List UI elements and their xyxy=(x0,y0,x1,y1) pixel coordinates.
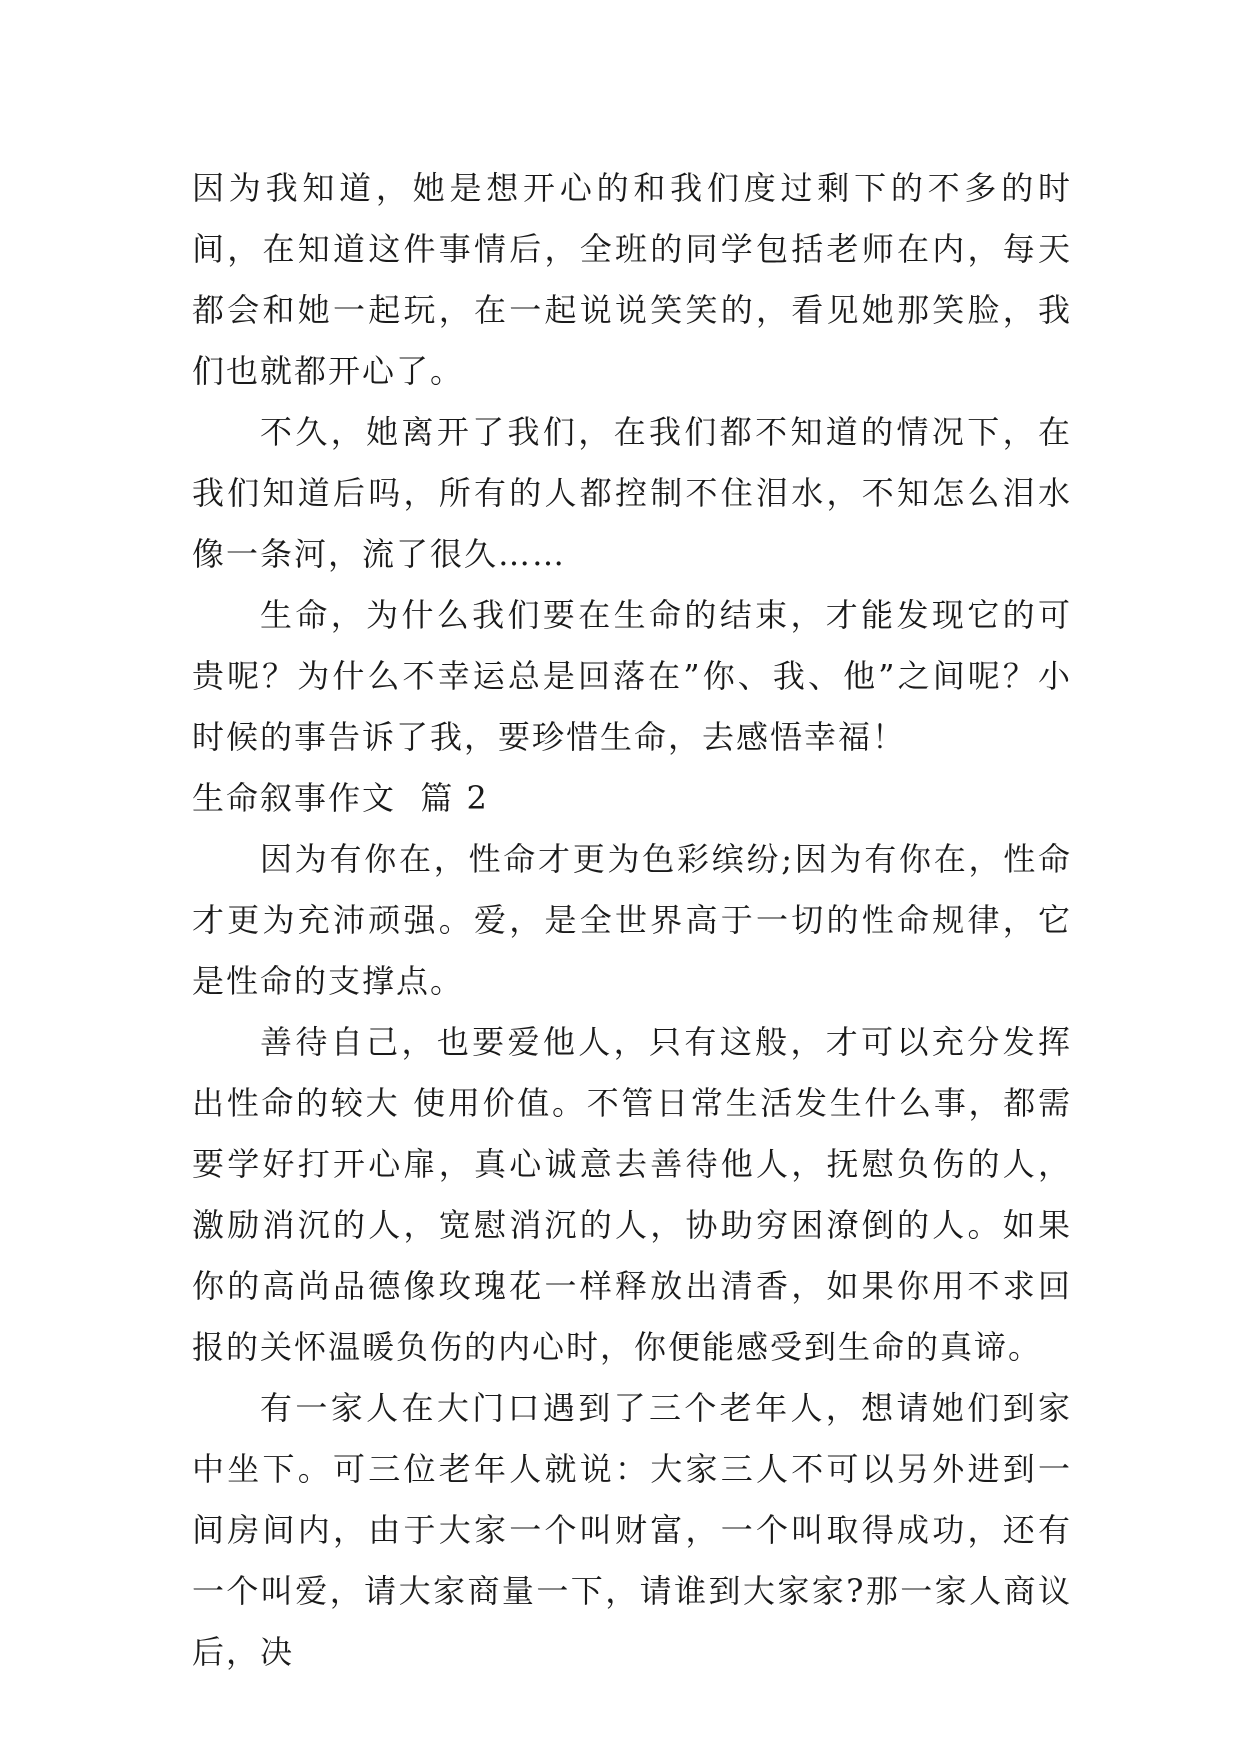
section-heading: 生命叙事作文 篇 2 xyxy=(192,779,489,817)
paragraph: 生命，为什么我们要在生命的结束，才能发现它的可贵呢？为什么不幸运总是回落在”你、我、他”之间呢？小时候的事告诉了我，要珍惜生命，去感悟幸福！ xyxy=(192,596,1072,756)
paragraph: 善待自己，也要爱他人，只有这般，才可以充分发挥出性命的较大 使用价值。不管日常生活发生什么事，都需要学好打开心扉，真心诚意去善待他人，抚慰负伤的人，激励消沉的人，宽慰消沉的人，协助穷困潦倒的人。如果你的高尚品德像玫瑰花一样释放出清香，如果你用不求回报的关怀温暖负伤的内心时，你便能感受到生命的真谛。 xyxy=(192,1023,1072,1366)
paragraph: 因为有你在，性命才更为色彩缤纷;因为有你在，性命才更为充沛顽强。爱，是全世界高于一切的性命规律，它是性命的支撑点。 xyxy=(192,840,1072,1000)
document-page xyxy=(192,158,1072,1683)
paragraph: 有一家人在大门口遇到了三个老年人，想请她们到家中坐下。可三位老年人就说：大家三人不可以另外进到一间房间内，由于大家一个叫财富，一个叫取得成功，还有一个叫爱，请大家商量一下，请谁到大家家?那一家人商议后，决 xyxy=(192,1389,1072,1671)
paragraph: 不久，她离开了我们，在我们都不知道的情况下，在我们知道后吗，所有的人都控制不住泪水，不知怎么泪水像一条河，流了很久…… xyxy=(192,413,1072,573)
paragraph-continued: 因为我知道，她是想开心的和我们度过剩下的不多的时间，在知道这件事情后，全班的同学包括老师在内，每天都会和她一起玩，在一起说说笑笑的，看见她那笑脸，我们也就都开心了。 xyxy=(192,169,1072,390)
